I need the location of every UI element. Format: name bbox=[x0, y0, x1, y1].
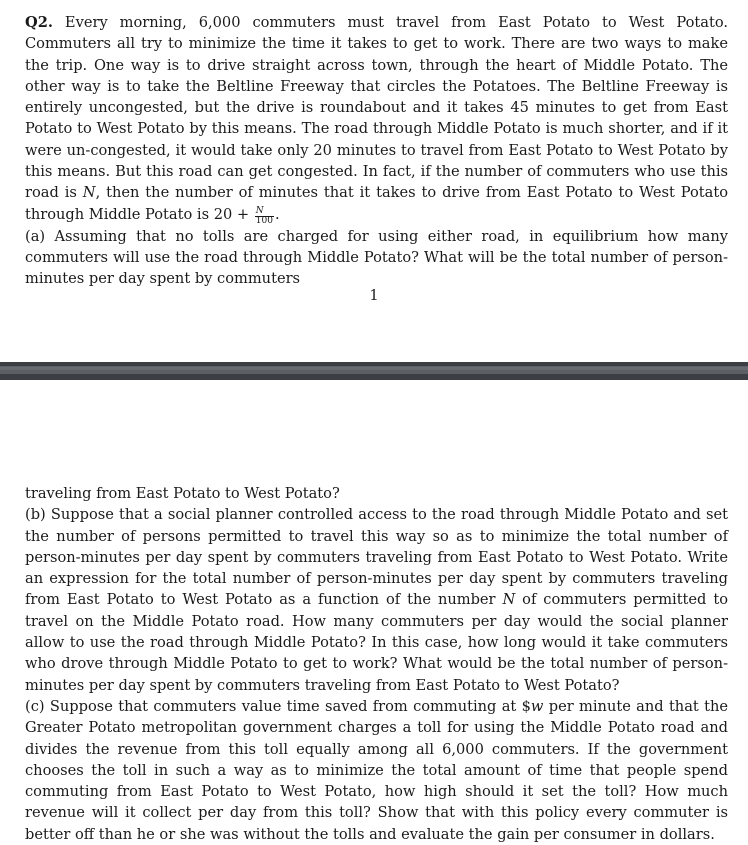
intro-text-continued: , then the number of minutes that it takes to drive from East Potato to West Potato through Middle Potato is 20 + bbox=[25, 184, 728, 223]
part-c-variable-w: w bbox=[530, 697, 544, 715]
part-c-text-2: per minute and that the Greater Potato metropolitan government charges a toll for using the Middle Potato road and divides the revenue from this toll equally among all 6,000 commuters. If the government chooses the toll in such a way as to minimize the total amount of time that people spend commuting from East Potato to West Potato, how high should it set the toll? How much revenue will it collect per day from this toll? Show that with this policy every commuter is better off than he or she was without the tolls and evaluate the gain per consumer in dollars. bbox=[25, 697, 729, 843]
page-number: 1 bbox=[369, 287, 379, 304]
question-label: Q2. bbox=[25, 14, 53, 31]
part-b-variable-n: N bbox=[502, 591, 516, 609]
question-intro bbox=[25, 12, 728, 226]
variable-n: N bbox=[82, 184, 96, 202]
question-text-bottom bbox=[25, 483, 728, 845]
page-2 bbox=[0, 380, 748, 843]
question-text-top bbox=[25, 12, 728, 290]
page-separator bbox=[0, 362, 748, 380]
part-c-text-1: (c) Suppose that commuters value time saved from commuting at $ bbox=[25, 697, 531, 715]
intro-end: . bbox=[274, 205, 280, 223]
intro-text: Every morning, 6,000 commuters must travel from East Potato to West Potato. Commuters all try to minimize the time it takes to get to work. There are two ways to make the trip. One way is to drive straight across town, through the heart of Middle Potato. The other way is to take the Beltline Freeway that circles the Potatoes. The Beltline Freeway is entirely uncongested, but the drive is roundabout and it takes 45 minutes to get from East Potato to West Potato by this means. The road through Middle Potato is much shorter, and if it were un-congested, it would take only 20 minutes to travel from East Potato to West Potato by this means. But this road can get congested. In fact, if the number of commuters who use this road is bbox=[25, 14, 728, 202]
part-a-continued: traveling from East Potato to West Potato? bbox=[25, 485, 340, 502]
part-b-text-2: of commuters permitted to travel on the Middle Potato road. How many commuters per day would the social planner allow to use the road through Middle Potato? In this case, how long would it take commuters who drove through Middle Potato to get to work? What would be the total number of person-minutes per day spent by commuters traveling from East Potato to West Potato? bbox=[25, 591, 728, 694]
part-c-text bbox=[25, 696, 728, 845]
page-1 bbox=[0, 0, 748, 362]
fraction-denominator: 100 bbox=[255, 215, 273, 226]
page-separator-highlight bbox=[0, 366, 748, 370]
fraction-numerator: N bbox=[255, 207, 274, 217]
part-a-text: (a) Assuming that no tolls are charged for using either road, in equilibrium how many commuters will use the road through Middle Potato? What will be the total number of person-minutes per day spent by commuters bbox=[25, 227, 728, 288]
part-b-text-1: (b) Suppose that a social planner controlled access to the road through Middle Potato and set the number of persons permitted to travel this way so as to minimize the total number of person-minutes per day spent by commuters traveling from East Potato to West Potato. Write an expression for the total number of person-minutes per day spent by commuters traveling from East Potato to West Potato as a function of the number bbox=[25, 506, 728, 609]
fraction-n-over-100 bbox=[255, 207, 274, 226]
part-b-text bbox=[25, 504, 728, 696]
